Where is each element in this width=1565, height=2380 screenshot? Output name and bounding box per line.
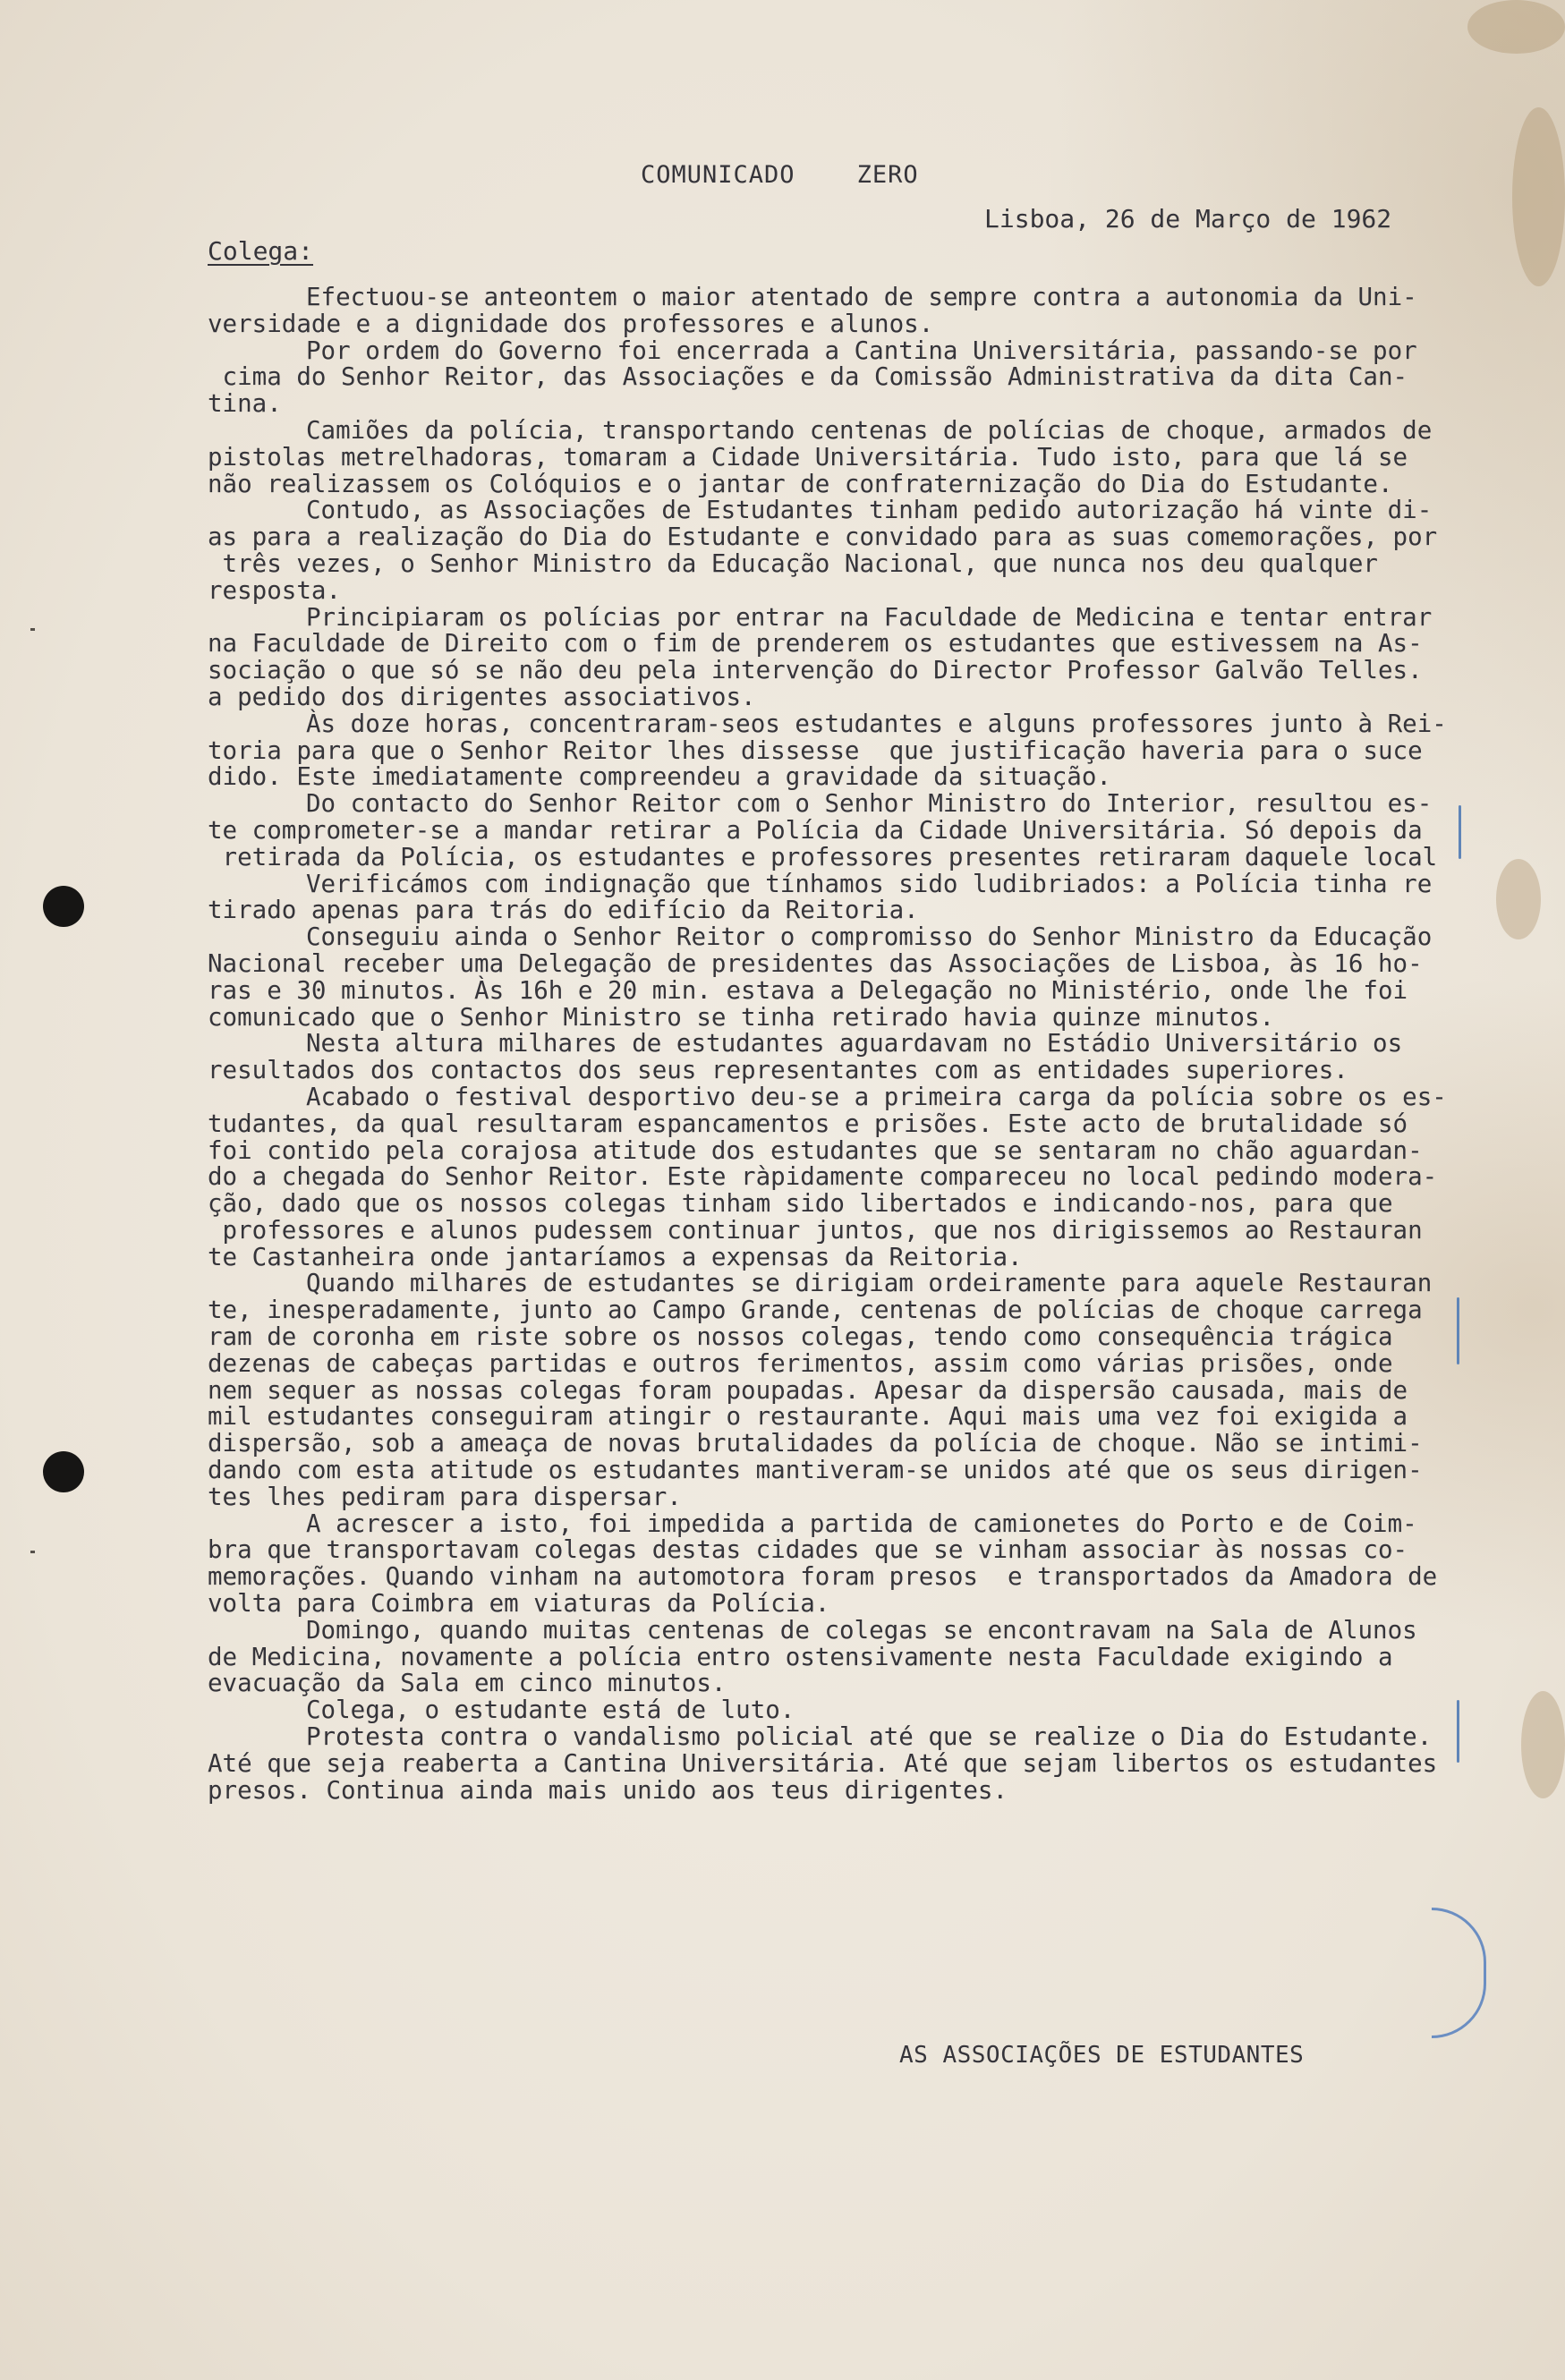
- body-text-line: volta para Coimbra em viaturas da Polícia.: [208, 1589, 830, 1619]
- paper-stain: [1496, 859, 1541, 939]
- body-text-line: Domingo, quando muitas centenas de colegas se encontravam na Sala de Alunos: [306, 1615, 1417, 1645]
- signature: AS ASSOCIAÇÕES DE ESTUDANTES: [899, 2042, 1305, 2069]
- body-text-line: retirada da Polícia, os estudantes e professores presentes retiraram daquele local: [208, 842, 1438, 871]
- body-text-line: Nesta altura milhares de estudantes aguardavam no Estádio Universitário os: [306, 1029, 1403, 1058]
- body-text-line: te comprometer-se a mandar retirar a Polícia da Cidade Universitária. Só depois da: [208, 815, 1423, 845]
- body-text-line: nem sequer as nossas colegas foram poupadas. Apesar da dispersão causada, mais de: [208, 1375, 1408, 1405]
- body-text-line: tudantes, da qual resultaram espancamentos e prisões. Este acto de brutalidade só: [208, 1109, 1408, 1138]
- margin-tick: [30, 628, 35, 631]
- body-text-line: professores e alunos pudessem continuar juntos, que nos dirigissemos ao Restauran: [208, 1215, 1423, 1245]
- document-title: COMUNICADO ZERO: [641, 161, 919, 189]
- body-text-line: pistolas metrelhadoras, tomaram a Cidade Universitária. Tudo isto, para que lá se: [208, 442, 1408, 472]
- paper-stain: [1521, 1691, 1565, 1798]
- body-text-line: dido. Este imediatamente compreendeu a gravidade da situação.: [208, 762, 1111, 792]
- body-text-line: Protesta contra o vandalismo policial até que se realize o Dia do Estudante.: [306, 1722, 1433, 1752]
- body-text-line: sociação o que só se não deu pela intervenção do Director Professor Galvão Telles.: [208, 656, 1423, 685]
- body-text-line: do a chegada do Senhor Reitor. Este ràpidamente compareceu no local pedindo modera-: [208, 1162, 1438, 1192]
- body-text-line: tirado apenas para trás do edifício da Reitoria.: [208, 896, 919, 925]
- body-text-line: Principiaram os polícias por entrar na Faculdade de Medicina e tentar entrar: [306, 602, 1433, 632]
- paper-stain: [1467, 0, 1565, 54]
- body-text-line: versidade e a dignidade dos professores e alunos.: [208, 309, 934, 338]
- body-text-line: foi contido pela corajosa atitude dos estudantes que se sentaram no chão aguardan-: [208, 1135, 1423, 1165]
- pen-margin-mark: [1459, 805, 1461, 859]
- body-text-line: na Faculdade de Direito com o fim de prenderem os estudantes que estivessem na As-: [208, 629, 1423, 659]
- body-text-line: Colega, o estudante está de luto.: [306, 1696, 795, 1725]
- body-text-line: toria para que o Senhor Reitor lhes dissesse que justificação haveria para o suce: [208, 735, 1423, 765]
- body-text-line: presos. Continua ainda mais unido aos teus dirigentes.: [208, 1775, 1008, 1805]
- document-body: [208, 285, 1460, 1804]
- body-text-line: Efectuou-se anteontem o maior atentado de sempre contra a autonomia da Uni-: [306, 283, 1417, 311]
- body-text-line: tes lhes pediram para dispersar.: [208, 1482, 682, 1511]
- body-text-line: Acabado o festival desportivo deu-se a primeira carga da polícia sobre os es-: [306, 1082, 1447, 1111]
- body-text-line: de Medicina, novamente a polícia entro ostensivamente nesta Faculdade exigindo a: [208, 1642, 1393, 1671]
- body-text-line: mil estudantes conseguiram atingir o restaurante. Aqui mais uma vez foi exigida a: [208, 1402, 1408, 1432]
- body-text-line: Conseguiu ainda o Senhor Reitor o compromisso do Senhor Ministro da Educação: [306, 922, 1433, 952]
- body-text-line: Do contacto do Senhor Reitor com o Senhor Ministro do Interior, resultou es-: [306, 789, 1433, 819]
- body-text-line: Camiões da polícia, transportando centenas de polícias de choque, armados de: [306, 415, 1433, 445]
- body-text-line: ras e 30 minutos. Às 16h e 20 min. estava a Delegação no Ministério, onde lhe foi: [208, 975, 1408, 1005]
- body-text-line: resposta.: [208, 575, 342, 605]
- body-text-line: Por ordem do Governo foi encerrada a Cantina Universitária, passando-se por: [306, 336, 1417, 365]
- document-date: Lisboa, 26 de Março de 1962: [984, 204, 1392, 234]
- body-text-line: Verificámos com indignação que tínhamos sido ludibriados: a Polícia tinha re: [306, 869, 1433, 898]
- body-text-line: dispersão, sob a ameaça de novas brutalidades da polícia de choque. Não se intimi-: [208, 1429, 1423, 1458]
- body-text-line: te, inesperadamente, junto ao Campo Grande, centenas de polícias de choque carrega: [208, 1296, 1423, 1325]
- body-text-line: três vezes, o Senhor Ministro da Educação Nacional, que nunca nos deu qualquer: [208, 548, 1378, 578]
- pen-margin-mark: [1457, 1700, 1459, 1763]
- body-text-line: Nacional receber uma Delegação de presidentes das Associações de Lisboa, às 16 ho-: [208, 948, 1423, 978]
- body-text-line: bra que transportavam colegas destas cidades que se vinham associar às nossas co-: [208, 1535, 1408, 1565]
- body-text-line: Até que seja reaberta a Cantina Universitária. Até que sejam libertos os estudantes: [208, 1748, 1438, 1778]
- body-text-line: Quando milhares de estudantes se dirigiam ordeiramente para aquele Restauran: [306, 1269, 1433, 1298]
- body-text-line: dando com esta atitude os estudantes mantiveram-se unidos até que os seus dirigen-: [208, 1456, 1423, 1485]
- paper-stain: [1512, 107, 1565, 286]
- body-text-line: te Castanheira onde jantaríamos a expensas da Reitoria.: [208, 1242, 1023, 1271]
- body-text-line: ram de coronha em riste sobre os nossos colegas, tendo como consequência trágica: [208, 1322, 1393, 1352]
- margin-tick: [30, 1551, 35, 1553]
- body-text-line: Contudo, as Associações de Estudantes tinham pedido autorização há vinte di-: [306, 496, 1433, 525]
- pen-margin-mark: [1457, 1297, 1459, 1364]
- body-text-line: tina.: [208, 389, 282, 419]
- binder-hole: [43, 1451, 84, 1492]
- body-text-line: não realizassem os Colóquios e o jantar de confraternização do Dia do Estudante.: [208, 469, 1393, 498]
- salutation: Colega:: [208, 236, 314, 266]
- binder-hole: [43, 886, 84, 927]
- body-text-line: a pedido dos dirigentes associativos.: [208, 682, 756, 711]
- pen-bracket-mark: [1432, 1908, 1486, 2038]
- body-text-line: as para a realização do Dia do Estudante e convidado para as suas comemorações, por: [208, 523, 1438, 552]
- body-text-line: A acrescer a isto, foi impedida a partida de camionetes do Porto e de Coim-: [306, 1509, 1417, 1538]
- body-text-line: cima do Senhor Reitor, das Associações e da Comissão Administrativa da dita Can-: [208, 362, 1408, 392]
- body-text-line: Às doze horas, concentraram-seos estudantes e alguns professores junto à Rei-: [306, 709, 1447, 738]
- body-text-line: ção, dado que os nossos colegas tinham sido libertados e indicando-nos, para que: [208, 1189, 1393, 1219]
- body-text-line: memorações. Quando vinham na automotora foram presos e transportados da Amadora de: [208, 1562, 1438, 1592]
- body-text-line: evacuação da Sala em cinco minutos.: [208, 1669, 727, 1698]
- body-text-line: comunicado que o Senhor Ministro se tinha retirado havia quinze minutos.: [208, 1002, 1275, 1032]
- body-text-line: resultados dos contactos dos seus representantes com as entidades superiores.: [208, 1056, 1348, 1085]
- body-text-line: dezenas de cabeças partidas e outros ferimentos, assim como várias prisões, onde: [208, 1348, 1393, 1378]
